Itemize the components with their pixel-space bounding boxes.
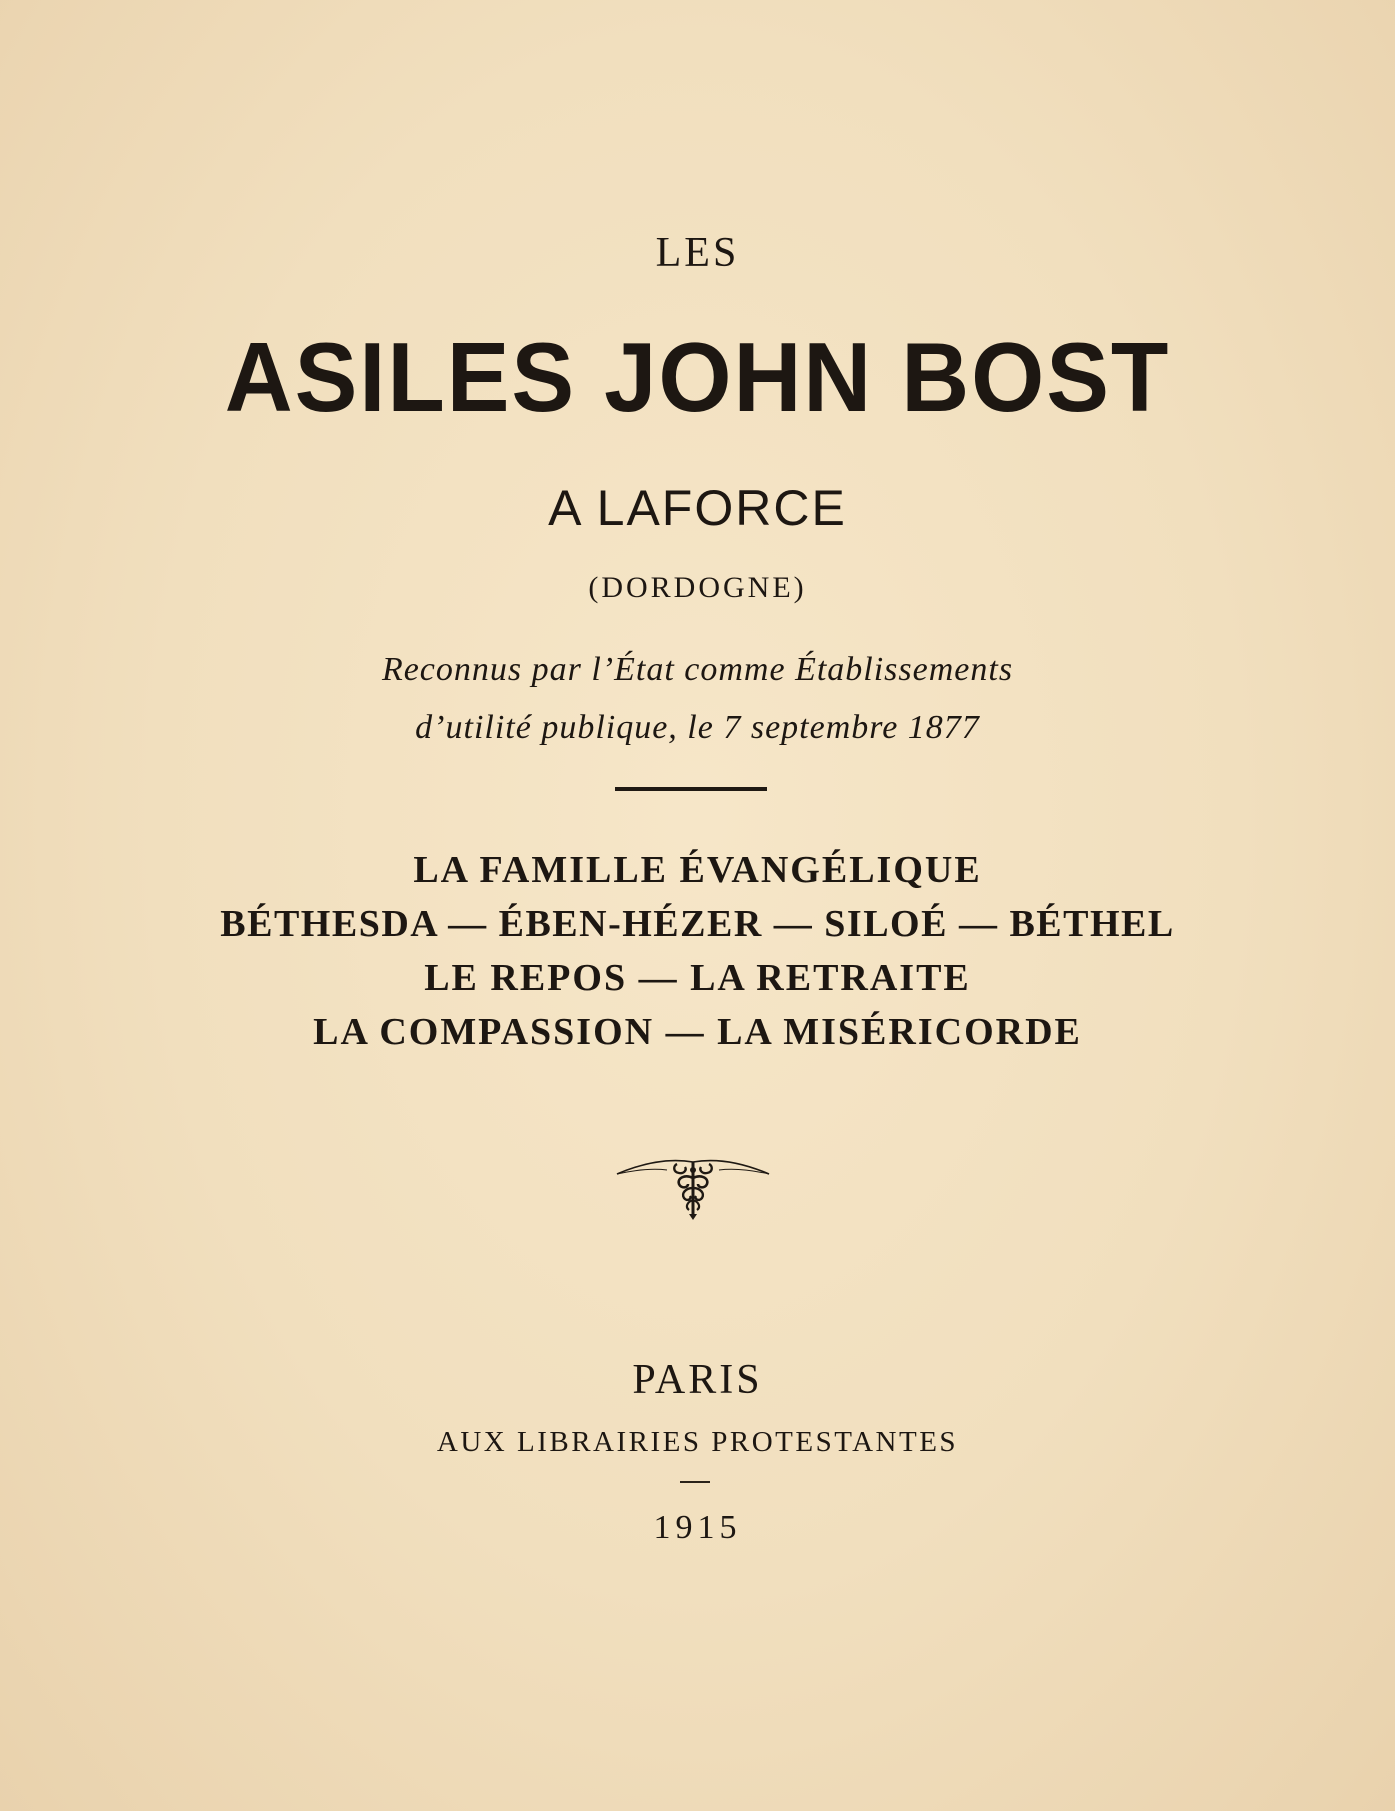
institution-line: LA COMPASSION — LA MISÉRICORDE — [313, 1011, 1082, 1053]
title-article: LES — [655, 230, 740, 276]
institution-line: LE REPOS — LA RETRAITE — [424, 957, 971, 999]
institution-line: BÉTHESDA — ÉBEN-HÉZER — SILOÉ — BÉTHEL — [220, 903, 1175, 945]
divider-rule — [615, 787, 767, 791]
publisher: AUX LIBRAIRIES PROTESTANTES — [436, 1426, 959, 1458]
short-divider — [680, 1481, 710, 1483]
institution-line: LA FAMILLE ÉVANGÉLIQUE — [413, 849, 982, 891]
location: A LAFORCE — [548, 480, 847, 536]
recognition-line-1: Reconnus par l’État comme Établissements — [381, 651, 1014, 688]
recognition-line-2: d’utilité publique, le 7 septembre 1877 — [415, 709, 980, 746]
publication-year: 1915 — [653, 1509, 742, 1546]
main-title: ASILES JOHN BOST — [224, 322, 1171, 432]
department: (DORDOGNE) — [588, 571, 807, 604]
fleuron-ornament-icon — [615, 1148, 771, 1220]
publication-city: PARIS — [632, 1357, 763, 1403]
